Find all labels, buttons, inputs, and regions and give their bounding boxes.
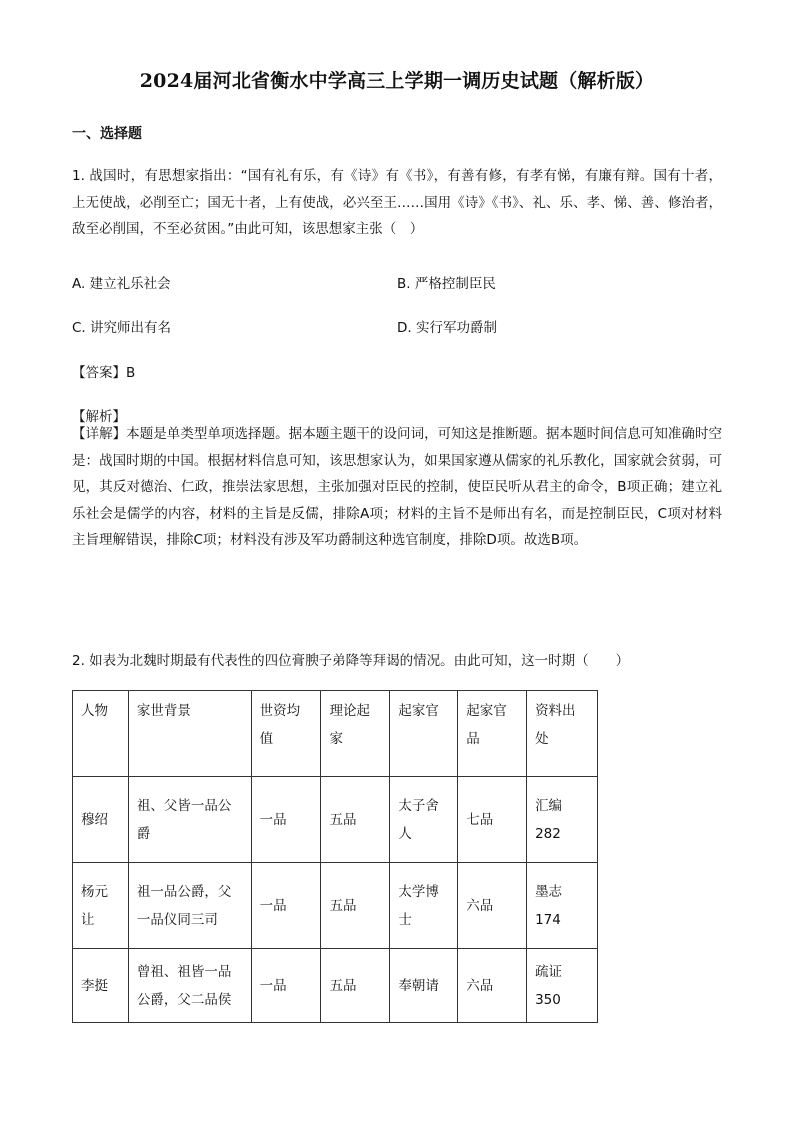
table-cell: 曾祖、祖皆一品公爵，父二品侯: [128, 949, 251, 1023]
header-cell: 人物: [73, 691, 129, 777]
header-cell: 起家官品: [458, 691, 527, 777]
header-cell: 世资均值: [251, 691, 321, 777]
table-cell: 五品: [321, 949, 390, 1023]
table-header-row: [73, 691, 598, 777]
table-row: [73, 777, 598, 863]
table-cell: 六品: [458, 949, 527, 1023]
table-cell: 五品: [321, 777, 390, 863]
answer-label: 【答案】: [72, 365, 126, 381]
table-cell: 奉朝请: [390, 949, 458, 1023]
header-cell: 理论起家: [321, 691, 390, 777]
q1-answer: [72, 361, 135, 381]
q1-option-a[interactable]: A. 建立礼乐社会: [72, 276, 171, 292]
table-row: [73, 949, 598, 1023]
header-cell: 起家官: [390, 691, 458, 777]
table-cell: 祖一品公爵，父一品仪同三司: [128, 863, 251, 949]
header-cell: 资料出处: [527, 691, 598, 777]
table-row: [73, 863, 598, 949]
q1-option-d[interactable]: D. 实行军功爵制: [397, 320, 497, 336]
table-cell: 太子舍人: [390, 777, 458, 863]
section-heading: 一、选择题: [72, 126, 142, 142]
table-cell: 一品: [251, 863, 321, 949]
question-2-stem: 2. 如表为北魏时期最有代表性的四位膏腴子弟降等拜谒的情况。由此可知，这一时期（ ）: [72, 653, 630, 669]
table-cell: 疏证 350: [527, 949, 598, 1023]
q1-option-c[interactable]: C. 讲究师出有名: [72, 320, 172, 336]
table-cell: 汇编 282: [527, 777, 598, 863]
question-1-stem: 1. 战国时，有思想家指出：“国有礼有乐，有《诗》有《书》，有善有修，有孝有悌，有廉有辩。国有十者，上无使战，必削至亡；国无十者，上有使战，必兴至王……国用《诗》《书》、礼、乐、孝、悌、善、修治者，敌至必削国，不至必贫困。”由此可知，该思想家主张（ ）: [72, 168, 722, 237]
q1-detail: [72, 421, 722, 554]
table-cell: 墨志 174: [527, 863, 598, 949]
document-title: 2024届河北省衡水中学高三上学期一调历史试题（解析版）: [139, 70, 655, 92]
answer-value: B: [126, 365, 136, 381]
detail-label: 【详解】: [72, 426, 127, 442]
q1-analysis-label: 【解析】: [72, 409, 126, 425]
table-cell: 六品: [458, 863, 527, 949]
table-cell: 李挺: [73, 949, 129, 1023]
table-cell: 祖、父皆一品公爵: [128, 777, 251, 863]
table-cell: 七品: [458, 777, 527, 863]
table-cell: 太学博士: [390, 863, 458, 949]
table-cell: 穆绍: [73, 777, 129, 863]
table-cell: 一品: [251, 777, 321, 863]
header-cell: 家世背景: [128, 691, 251, 777]
detail-text: 本题是单类型单项选择题。据本题主题干的设问词，可知这是推断题。据本题时间信息可知准确时空是：战国时期的中国。根据材料信息可知，该思想家认为，如果国家遵从儒家的礼乐教化，国家就会贫弱，可见，其反对德治、仁政，推崇法家思想，主张加强对臣民的控制，使臣民听从君主的命令，B项正确；建立礼乐社会是儒学的内容，材料的主旨是反儒，排除A项；材料的主旨不是师出有名，而是控制臣民，C项对材料主旨理解错误，排除C项；材料没有涉及军功爵制这种选官制度，排除D项。故选B项。: [72, 426, 723, 548]
table-cell: 一品: [251, 949, 321, 1023]
table-cell: 杨元让: [73, 863, 129, 949]
q2-table: [72, 690, 598, 1023]
q1-option-b[interactable]: B. 严格控制臣民: [397, 276, 496, 292]
table-cell: 五品: [321, 863, 390, 949]
